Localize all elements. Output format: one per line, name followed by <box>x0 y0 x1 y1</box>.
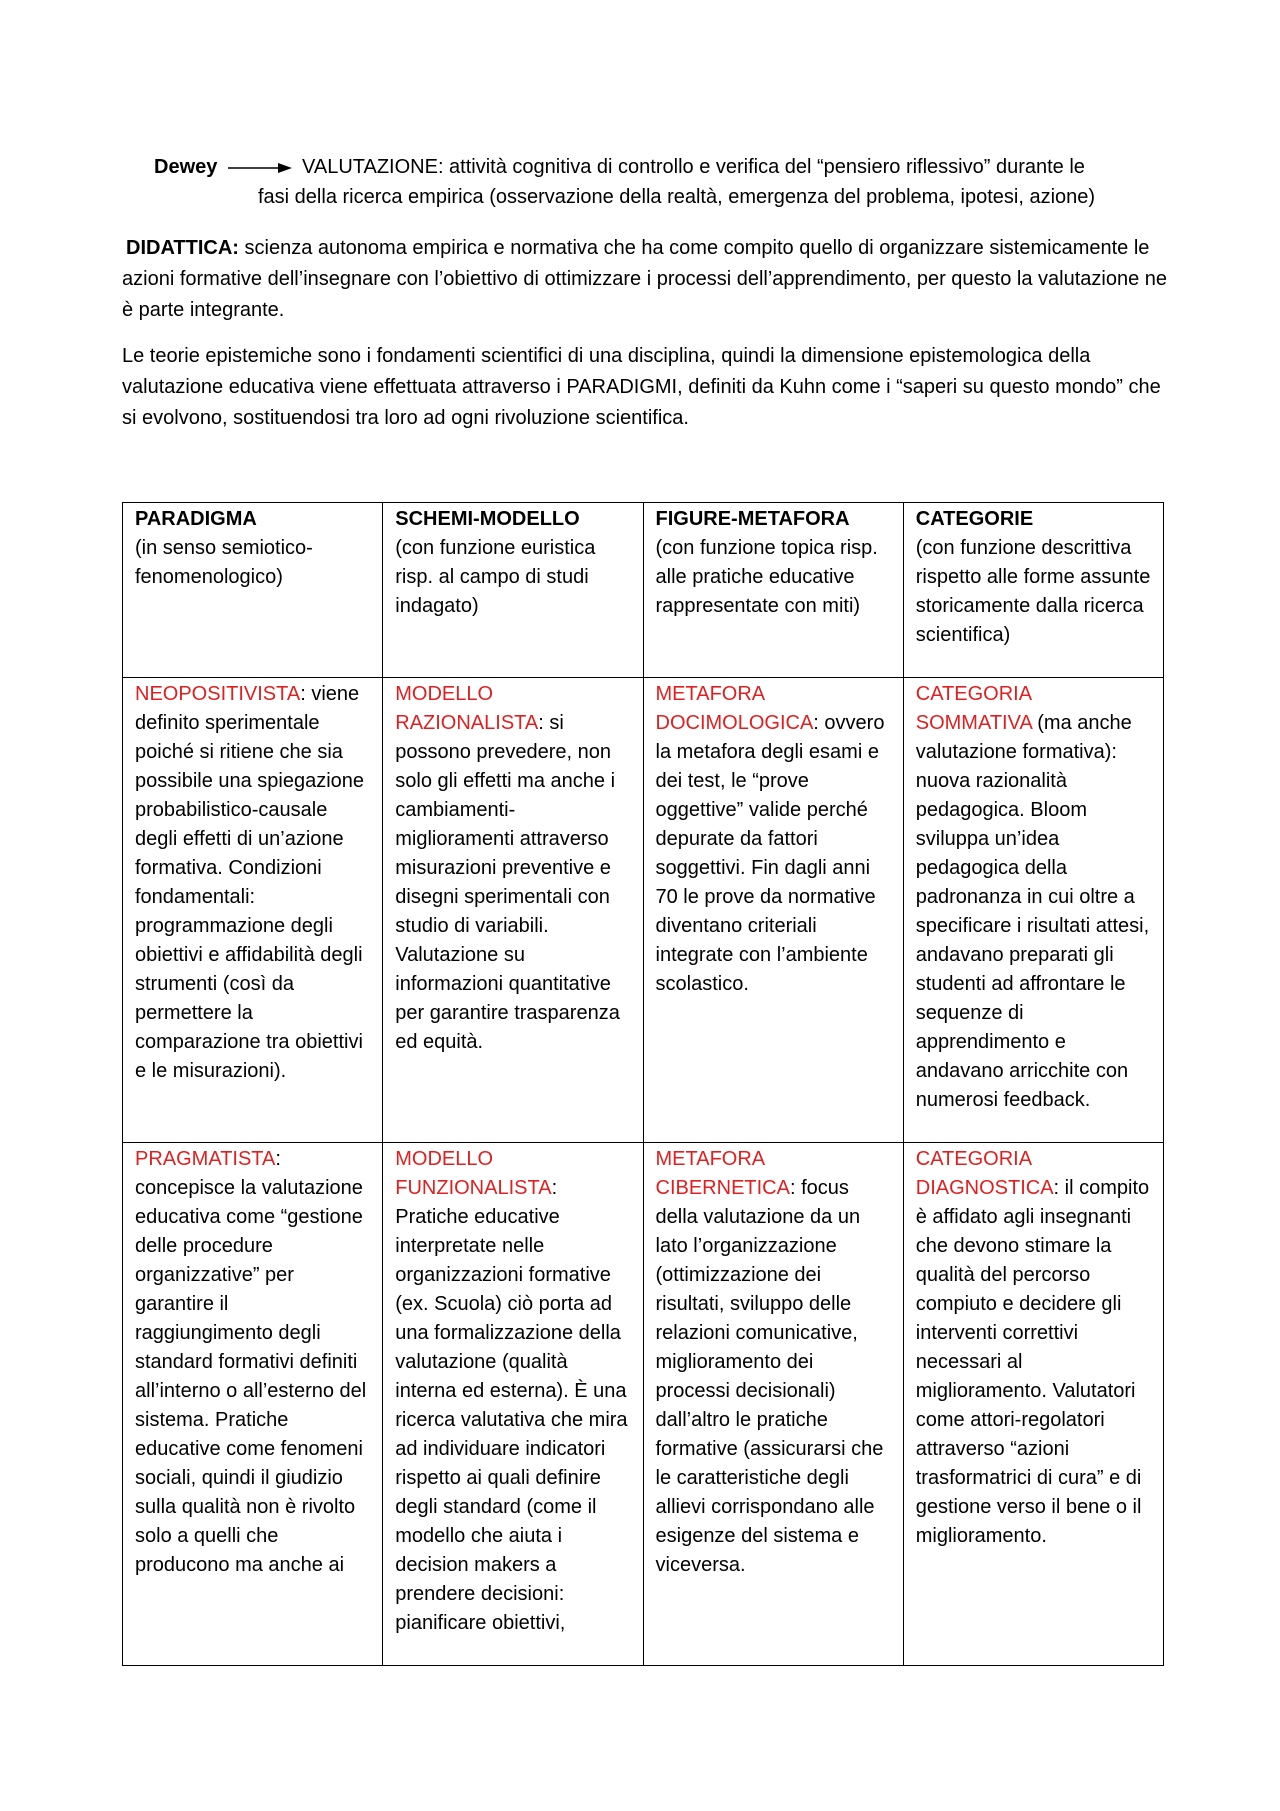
arrow-right-icon <box>228 162 292 174</box>
header-cell <box>903 503 1163 678</box>
didattica-label: DIDATTICA: <box>126 237 239 259</box>
didattica-text: scienza autonoma empirica e normativa che ha come compito quello di organizzare sistemicamente le azioni formative dell’insegnare con l’obiettivo di ottimizzare i processi dell’apprendimento, per questo la valutazione ne è parte integrante. <box>122 237 1168 321</box>
cell-keyword: NEOPOSITIVISTA <box>135 683 301 705</box>
header-title: CATEGORIE <box>915 508 1034 530</box>
dewey-definition <box>154 152 1164 212</box>
table-cell <box>903 678 1163 1143</box>
header-title: SCHEMI-MODELLO <box>395 508 580 530</box>
table-cell <box>123 1143 383 1666</box>
table-cell <box>643 678 903 1143</box>
table-cell <box>383 678 643 1143</box>
header-subtitle: (con funzione descrittiva rispetto alle forme assunte storicamente dalla ricerca scientifica) <box>915 537 1151 646</box>
cell-text: : viene definito sperimentale poiché si ritiene che sia possibile una spiegazione probabilistico-causale degli effetti di un’azione formativa. Condizioni fondamentali: programmazione degli obiettivi e affidabilità degli strumenti (così da permettere la comparazione tra obiettivi e le misurazioni). <box>135 683 365 1082</box>
table-cell <box>643 1143 903 1666</box>
cell-text: : si possono prevedere, non solo gli effetti ma anche i cambiamenti-miglioramenti attraverso misurazioni preventive e disegni sperimentali con studio di variabili. Valutazione su informazioni quantitative per garantire trasparenza ed equità. <box>395 712 620 1053</box>
header-subtitle: (con funzione euristica risp. al campo di studi indagato) <box>395 537 596 617</box>
header-subtitle: (con funzione topica risp. alle pratiche educative rappresentate con miti) <box>655 537 878 617</box>
header-cell <box>123 503 383 678</box>
dewey-text-line1: VALUTAZIONE: attività cognitiva di controllo e verifica del “pensiero riflessivo” durante le <box>302 156 1085 178</box>
dewey-text-line2: fasi della ricerca empirica (osservazione della realtà, emergenza del problema, ipotesi, azione) <box>258 186 1096 208</box>
cell-keyword: MODELLO FUNZIONALISTA <box>395 1148 552 1199</box>
cell-keyword: CATEGORIA DIAGNOSTICA <box>915 1148 1054 1199</box>
cell-text: : il compito è affidato agli insegnanti che devono stimare la qualità del percorso compiuto e decidere gli interventi correttivi necessari al miglioramento. Valutatori come attori-regolatori attraverso “azioni trasformatrici di cura” e di gestione verso il bene o il miglioramento. <box>915 1177 1150 1547</box>
table-row <box>123 678 1164 1143</box>
table-cell <box>123 678 383 1143</box>
header-cell <box>383 503 643 678</box>
cell-keyword: MODELLO RAZIONALISTA <box>395 683 539 734</box>
table-row <box>123 1143 1164 1666</box>
header-title: PARADIGMA <box>135 508 257 530</box>
cell-keyword: METAFORA DOCIMOLOGICA <box>655 683 814 734</box>
header-cell <box>643 503 903 678</box>
didattica-paragraph <box>122 233 1172 326</box>
table-cell <box>903 1143 1163 1666</box>
cell-text: (ma anche valutazione formativa): nuova razionalità pedagogica. Bloom sviluppa un’idea pedagogica della padronanza in cui oltre a specificare i risultati attesi, andavano preparati gli studenti ad affrontare le sequenze di apprendimento e andavano arricchite con numerosi feedback. <box>915 712 1150 1111</box>
table-header-row <box>123 503 1164 678</box>
cell-text: : concepisce la valutazione educativa come “gestione delle procedure organizzative” per garantire il raggiungimento degli standard formativi definiti all’interno o all’esterno del sistema. Pratiche educative come fenomeni sociali, quindi il giudizio sulla qualità non è rivolto solo a quelli che producono ma anche ai <box>135 1148 367 1576</box>
cell-keyword: PRAGMATISTA <box>135 1148 276 1170</box>
cell-text: : Pratiche educative interpretate nelle organizzazioni formative (ex. Scuola) ciò porta ad una formalizzazione della valutazione (qualità interna ed esterna). È una ricerca valutativa che mira ad individuare indicatori rispetto ai quali definire degli standard (come il modello che aiuta i decision makers a prendere decisioni: pianificare obiettivi, <box>395 1177 628 1634</box>
table-cell <box>383 1143 643 1666</box>
epistemic-paragraph: Le teorie epistemiche sono i fondamenti scientifici di una disciplina, quindi la dimensione epistemologica della valutazione educativa viene effettuata attraverso i PARADIGMI, definiti da Kuhn come i “saperi su questo mondo” che si evolvono, sostituendosi tra loro ad ogni rivoluzione scientifica. <box>122 345 1161 429</box>
dewey-label: Dewey <box>154 156 218 178</box>
cell-text: : ovvero la metafora degli esami e dei test, le “prove oggettive” valide perché depurate da fattori soggettivi. Fin dagli anni 70 le prove da normative diventano criteriali integrate con l’ambiente scolastico. <box>655 712 885 995</box>
cell-text: : focus della valutazione da un lato l’organizzazione (ottimizzazione dei risultati, sviluppo delle relazioni comunicative, miglioramento dei processi decisionali) dall’altro le pratiche formative (assicurarsi che le caratteristiche degli allievi corrispondano alle esigenze del sistema e viceversa. <box>655 1177 884 1576</box>
cell-keyword: CATEGORIA SOMMATIVA <box>915 683 1032 734</box>
header-subtitle: (in senso semiotico-fenomenologico) <box>135 537 313 588</box>
header-title: FIGURE-METAFORA <box>655 508 850 530</box>
paradigms-table <box>122 502 1164 1666</box>
cell-keyword: METAFORA CIBERNETICA <box>655 1148 790 1199</box>
